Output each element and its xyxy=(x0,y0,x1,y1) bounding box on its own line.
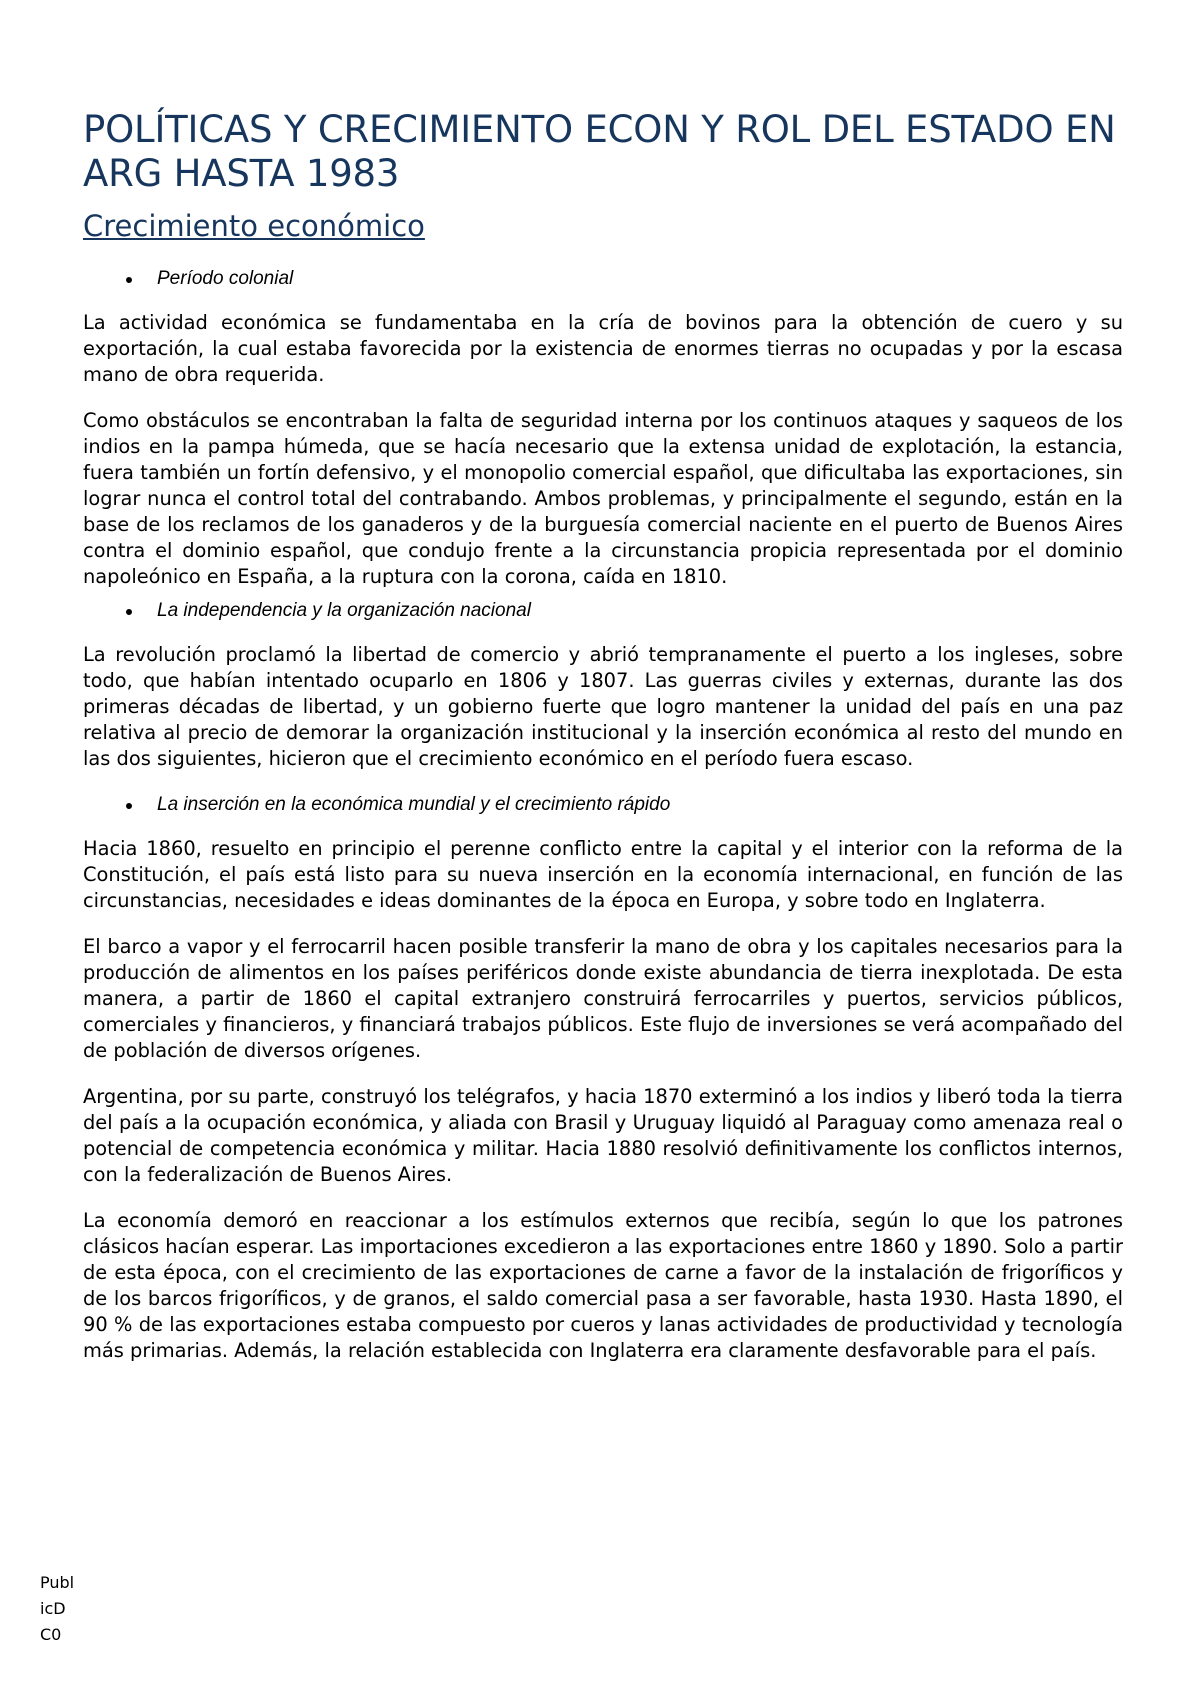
paragraph: Hacia 1860, resuelto en principio el perenne conflicto entre la capital y el interior con la reforma de la Constitución, el país está listo para su nueva inserción en la economía internacional, en función de las circunstancias, necesidades e ideas dominantes de la época en Europa, y sobre todo en Inglaterra. xyxy=(83,837,1123,912)
bullet-item xyxy=(83,266,1123,292)
bullet-dot-icon xyxy=(126,609,132,615)
bullet-item xyxy=(83,792,1123,818)
bullet-dot-icon xyxy=(126,277,132,283)
footer-label: PublicDC0 xyxy=(40,1573,75,1644)
bullet-text: La independencia y la organización nacional xyxy=(157,600,531,621)
paragraph: El barco a vapor y el ferrocarril hacen posible transferir la mano de obra y los capitales necesarios para la producción de alimentos en los países periféricos donde existe abundancia de tierra inexplotada. De esta manera, a partir de 1860 el capital extranjero construirá ferrocarriles y puertos, servicios públicos, comerciales y financieros, y financiará trabajos públicos. Este flujo de inversiones se verá acompañado del de población de diversos orígenes. xyxy=(83,935,1123,1062)
bullet-text: Período colonial xyxy=(157,268,294,289)
bullet-item xyxy=(83,598,1123,624)
paragraph: Como obstáculos se encontraban la falta de seguridad interna por los continuos ataques y saqueos de los indios en la pampa húmeda, que se hacía necesario que la extensa unidad de explotación, la estancia, fuera también un fortín defensivo, y el monopolio comercial español, que dificultaba las exportaciones, sin lograr nunca el control total del contrabando. Ambos problemas, y principalmente el segundo, están en la base de los reclamos de los ganaderos y de la burguesía comercial naciente en el puerto de Buenos Aires contra el dominio español, que condujo frente a la circunstancia propicia representada por el dominio napoleónico en España, a la ruptura con la corona, caída en 1810. xyxy=(83,409,1123,588)
bullet-dot-icon xyxy=(126,803,132,809)
paragraph: La revolución proclamó la libertad de comercio y abrió tempranamente el puerto a los ingleses, sobre todo, que habían intentado ocuparlo en 1806 y 1807. Las guerras civiles y externas, durante las dos primeras décadas de libertad, y un gobierno fuerte que logro mantener la unidad del país en una paz relativa al precio de demorar la organización institucional y la inserción económica al resto del mundo en las dos siguientes, hicieron que el crecimiento económico en el período fuera escaso. xyxy=(83,643,1123,770)
bullet-text: La inserción en la económica mundial y el crecimiento rápido xyxy=(157,794,671,815)
document-page xyxy=(83,108,1123,1364)
paragraph: Argentina, por su parte, construyó los telégrafos, y hacia 1870 exterminó a los indios y liberó toda la tierra del país a la ocupación económica, y aliada con Brasil y Uruguay liquidó al Paraguay como amenaza real o potencial de competencia económica y militar. Hacia 1880 resolvió definitivamente los conflictos internos, con la federalización de Buenos Aires. xyxy=(83,1085,1123,1186)
paragraph: La economía demoró en reaccionar a los estímulos externos que recibía, según lo que los patrones clásicos hacían esperar. Las importaciones excedieron a las exportaciones entre 1860 y 1890. Solo a partir de esta época, con el crecimiento de las exportaciones de carne a favor de la instalación de frigoríficos y de los barcos frigoríficos, y de granos, el saldo comercial pasa a ser favorable, hasta 1930. Hasta 1890, el 90 % de las exportaciones estaba compuesto por cueros y lanas actividades de productividad y tecnología más primarias. Además, la relación establecida con Inglaterra era claramente desfavorable para el país. xyxy=(83,1209,1123,1362)
paragraph: La actividad económica se fundamentaba en la cría de bovinos para la obtención de cuero y su exportación, la cual estaba favorecida por la existencia de enormes tierras no ocupadas y por la escasa mano de obra requerida. xyxy=(83,311,1123,386)
section-heading: Crecimiento económico xyxy=(83,209,425,243)
document-title: POLÍTICAS Y CRECIMIENTO ECON Y ROL DEL ESTADO EN ARG HASTA 1983 xyxy=(83,108,1116,195)
